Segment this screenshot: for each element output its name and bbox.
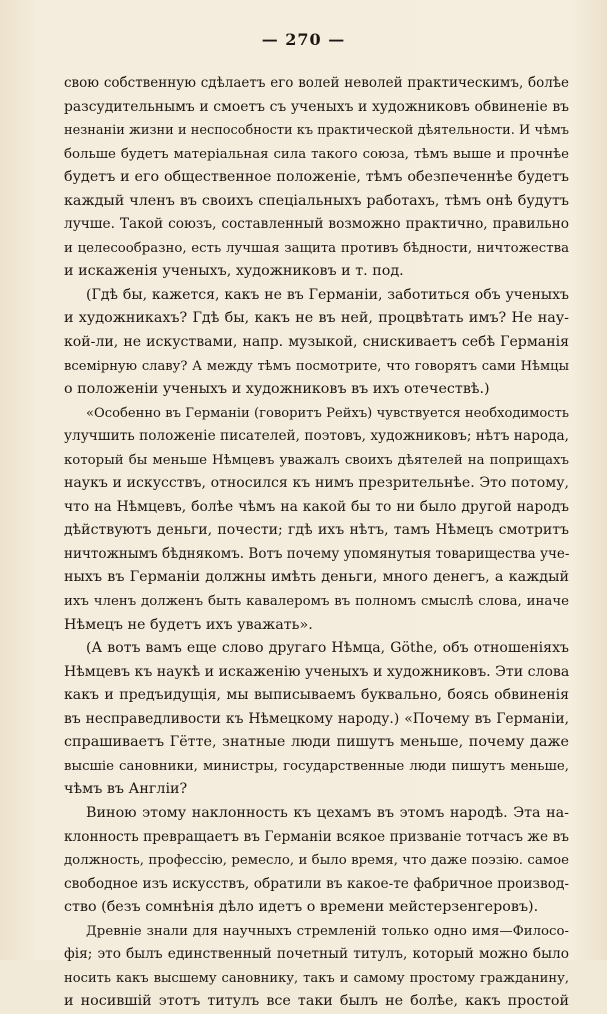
text-line: что на Нѣмцевъ, болѣе чѣмъ на какой бы то ни было другой народъ <box>64 498 569 515</box>
text-line: и целесообразно, есть лучшая защита противъ бѣдности, ничтожества <box>64 240 569 256</box>
text-line: кой-ли, не искуствами, напр. музыкой, снискиваетъ себѣ Германія <box>64 334 569 351</box>
body-text <box>64 72 569 1014</box>
text-line: и художникахъ? Гдѣ бы, какъ не въ ней, процвѣтать имъ? Не нау- <box>64 310 569 327</box>
text-line: клонность превращаетъ въ Германіи всякое призваніе тотчасъ же въ <box>64 828 569 845</box>
text-line: чѣмъ въ Англіи? <box>64 781 188 798</box>
text-line: всемірную славу? А между тѣмъ посмотрите, что говорятъ сами Нѣмцы <box>64 358 569 374</box>
text-line: Виною этому наклонность къ цехамъ въ этомъ народѣ. Эта на- <box>86 804 569 821</box>
text-line: въ несправедливости къ Нѣмецкому народу.) «Почему въ Германіи, <box>64 710 569 727</box>
text-line: каждый членъ въ своихъ спеціальныхъ работахъ, тѣмъ онѣ будутъ <box>64 192 569 209</box>
text-line: и носившій этотъ титулъ все таки былъ не болѣе, какъ простой <box>64 993 569 1010</box>
text-line: который бы меньше Нѣмцевъ уважалъ своихъ дѣятелей на поприщахъ <box>64 452 569 468</box>
text-line: будетъ и его общественное положеніе, тѣмъ обезпеченнѣе будетъ <box>64 169 569 186</box>
text-line: Нѣмецъ не будетъ ихъ уважать». <box>64 616 313 633</box>
text-line: ихъ членъ долженъ быть кавалеромъ въ полномъ смыслѣ слова, иначе <box>64 594 569 610</box>
text-line: ныхъ въ Германіи должны имѣть деньги, много денегъ, а каждый <box>64 569 569 586</box>
text-line: дѣйствуютъ деньги, почести; гдѣ ихъ нѣтъ, тамъ Нѣмецъ смотритъ <box>64 522 569 539</box>
text-line: Древніе знали для научныхъ стремленій только одно имя—Филосо- <box>86 923 569 939</box>
text-line: незнаніи жизни и неспособности къ практической дѣятельности. И чѣмъ <box>64 123 569 139</box>
text-line: (А вотъ вамъ еще слово другаго Нѣмца, Göthe, объ отношеніяхъ <box>86 640 569 657</box>
text-line: (Гдѣ бы, кажется, какъ не въ Германіи, заботиться объ ученыхъ <box>86 286 569 303</box>
text-line: свою собственную сдѣлаетъ его волей неволей практическимъ, болѣе <box>64 75 569 91</box>
text-line: какъ и предъидущія, мы выписываемъ буквально, боясь обвиненія <box>64 687 569 704</box>
text-line: и искаженія ученыхъ, художниковъ и т. под. <box>64 263 404 280</box>
text-line: наукъ и искусствъ, относился къ нимъ презрительнѣе. Это потому, <box>64 475 569 492</box>
text-line: фія; это былъ единственный почетный титулъ, который можно было <box>64 946 569 963</box>
text-line: разсудительнымъ и смоетъ съ ученыхъ и художниковъ обвиненіе въ <box>64 98 569 115</box>
text-line: носить какъ высшему сановнику, такъ и самому простому гражданину, <box>64 970 569 986</box>
text-line: улучшить положеніе писателей, поэтовъ, художниковъ; нѣтъ народа, <box>64 428 569 445</box>
text-line: свободное изъ искусствъ, обратили въ какое-те фабричное производ- <box>64 875 569 892</box>
text-line: о положеніи ученыхъ и художниковъ въ ихъ отечествѣ.) <box>64 381 490 398</box>
text-line: спрашиваетъ Гётте, знатные люди пишутъ меньше, почему даже <box>64 734 569 751</box>
text-line: больше будетъ матеріальная сила такого союза, тѣмъ выше и прочнѣе <box>64 146 569 162</box>
text-line: Нѣмцевъ къ наукѣ и искаженію ученыхъ и художниковъ. Эти слова <box>64 663 569 680</box>
text-line: высшіе сановники, министры, государственные люди пишутъ меньше, <box>64 758 569 774</box>
text-line: должность, профессію, ремесло, и было время, что даже поэзію. самое <box>64 853 569 869</box>
text-line: ство (безъ сомнѣнія дѣло идетъ о времени мейстерзенгеровъ). <box>64 899 539 916</box>
text-line: ничтожнымъ бѣднякомъ. Вотъ почему упомянутыя товарищества уче- <box>64 545 569 562</box>
text-line: «Особенно въ Германіи (говоритъ Рейхъ) чувствуется необходимость <box>86 405 569 421</box>
text-line: лучше. Такой союзъ, составленный возможно практично, правильно <box>64 216 569 233</box>
page-number: — 270 — <box>261 30 346 49</box>
